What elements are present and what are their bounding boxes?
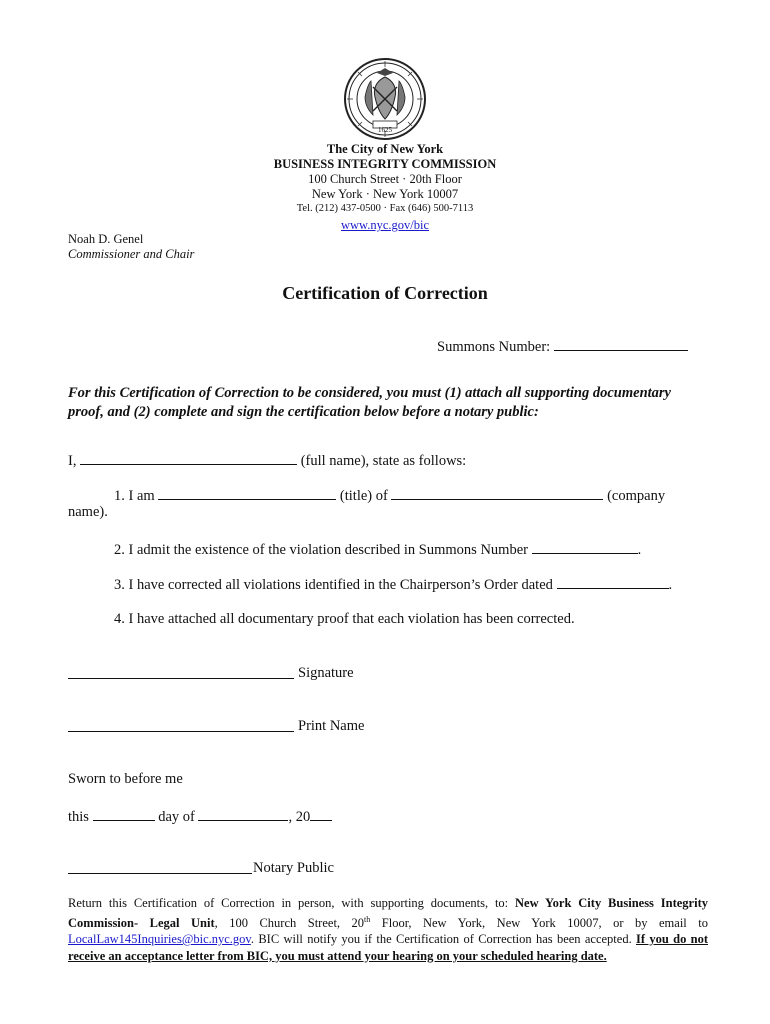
item-3-text: 3. I have corrected all violations identified in the Chairperson’s Order dated: [114, 577, 553, 593]
intro-line: [68, 450, 466, 470]
summons-number-row: [437, 336, 688, 356]
item-1-line: [114, 485, 665, 505]
footer-superscript: th: [364, 914, 371, 924]
company-field[interactable]: [391, 485, 603, 500]
summons-number-label: Summons Number:: [437, 339, 551, 355]
notary-date-line: [68, 806, 332, 826]
footer-part-1: Return this Certification of Correction in person, with supporting documents, to:: [68, 896, 516, 910]
full-name-field[interactable]: [80, 450, 297, 465]
summons-number-field[interactable]: [554, 336, 688, 351]
year-prefix: , 20: [288, 809, 311, 825]
item-1-continued: name).: [68, 504, 108, 520]
email-link[interactable]: LocalLaw145Inquiries@bic.nyc.gov: [68, 932, 251, 947]
print-name-label: Print Name: [298, 718, 365, 734]
month-field[interactable]: [198, 806, 288, 821]
notary-signature-field[interactable]: [68, 873, 252, 874]
notary-public-label: Notary Public: [253, 860, 334, 876]
year-field[interactable]: [310, 806, 332, 821]
item-1-prefix: 1. I am: [114, 488, 155, 504]
day-field[interactable]: [93, 806, 155, 821]
official-name: Noah D. Genel: [68, 232, 144, 246]
address-line-1: 100 Church Street · 20th Floor: [308, 172, 462, 186]
phone-fax: Tel. (212) 437-0500 · Fax (646) 500-7113: [296, 203, 474, 214]
signature-label: Signature: [298, 665, 354, 681]
footer-part-4: . BIC will notify you if the Certification of Correction has been accepted.: [250, 932, 637, 947]
return-instructions: [68, 895, 708, 964]
sworn-text: Sworn to before me: [68, 771, 183, 787]
print-name-field[interactable]: [68, 731, 294, 732]
intro-suffix: (full name), state as follows:: [300, 453, 467, 469]
order-date-field[interactable]: [557, 574, 669, 589]
form-title: Certification of Correction: [282, 283, 488, 303]
website-link[interactable]: www.nyc.gov/bic: [340, 218, 430, 232]
item-4-text: 4. I have attached all documentary proof that each violation has been corrected.: [114, 611, 575, 627]
footer-warning: If you do not receive an acceptance letter from BIC, you must attend your hearing on your scheduled hearing date.: [68, 932, 709, 963]
instructions: For this Certification of Correction to be considered, you must (1) attach all supporting documentary proof, and (2) complete and sign the certification below before a notary public:: [68, 385, 671, 420]
official-title: Commissioner and Chair: [68, 247, 195, 261]
item-1-suffix: (company: [607, 488, 666, 504]
signature-field[interactable]: [68, 678, 294, 679]
item-3-line: 3. I have corrected all violations identified in the Chairperson’s Order dated .: [114, 574, 672, 594]
title-field[interactable]: [158, 485, 336, 500]
footer-part-2: , 100 Church Street, 20: [214, 915, 365, 930]
address-line-2: New York · New York 10007: [311, 187, 459, 201]
day-of-label: day of: [158, 809, 195, 825]
this-label: this: [68, 809, 89, 825]
footer-org-name: New York City Business Integrity Commission- Legal Unit: [68, 896, 708, 930]
city-name: The City of New York: [326, 142, 444, 156]
seal-year: 1625: [378, 126, 392, 134]
intro-prefix: I,: [68, 453, 77, 469]
item-2-summons-field[interactable]: [532, 539, 638, 554]
footer-part-3: Floor, New York, New York 10007, or by email to: [370, 915, 708, 930]
item-2-text: 2. I admit the existence of the violation described in Summons Number: [114, 542, 528, 558]
commission-name: BUSINESS INTEGRITY COMMISSION: [273, 157, 497, 171]
item-2-line: 2. I admit the existence of the violation described in Summons Number .: [114, 539, 641, 559]
item-1-mid: (title) of: [339, 488, 388, 504]
